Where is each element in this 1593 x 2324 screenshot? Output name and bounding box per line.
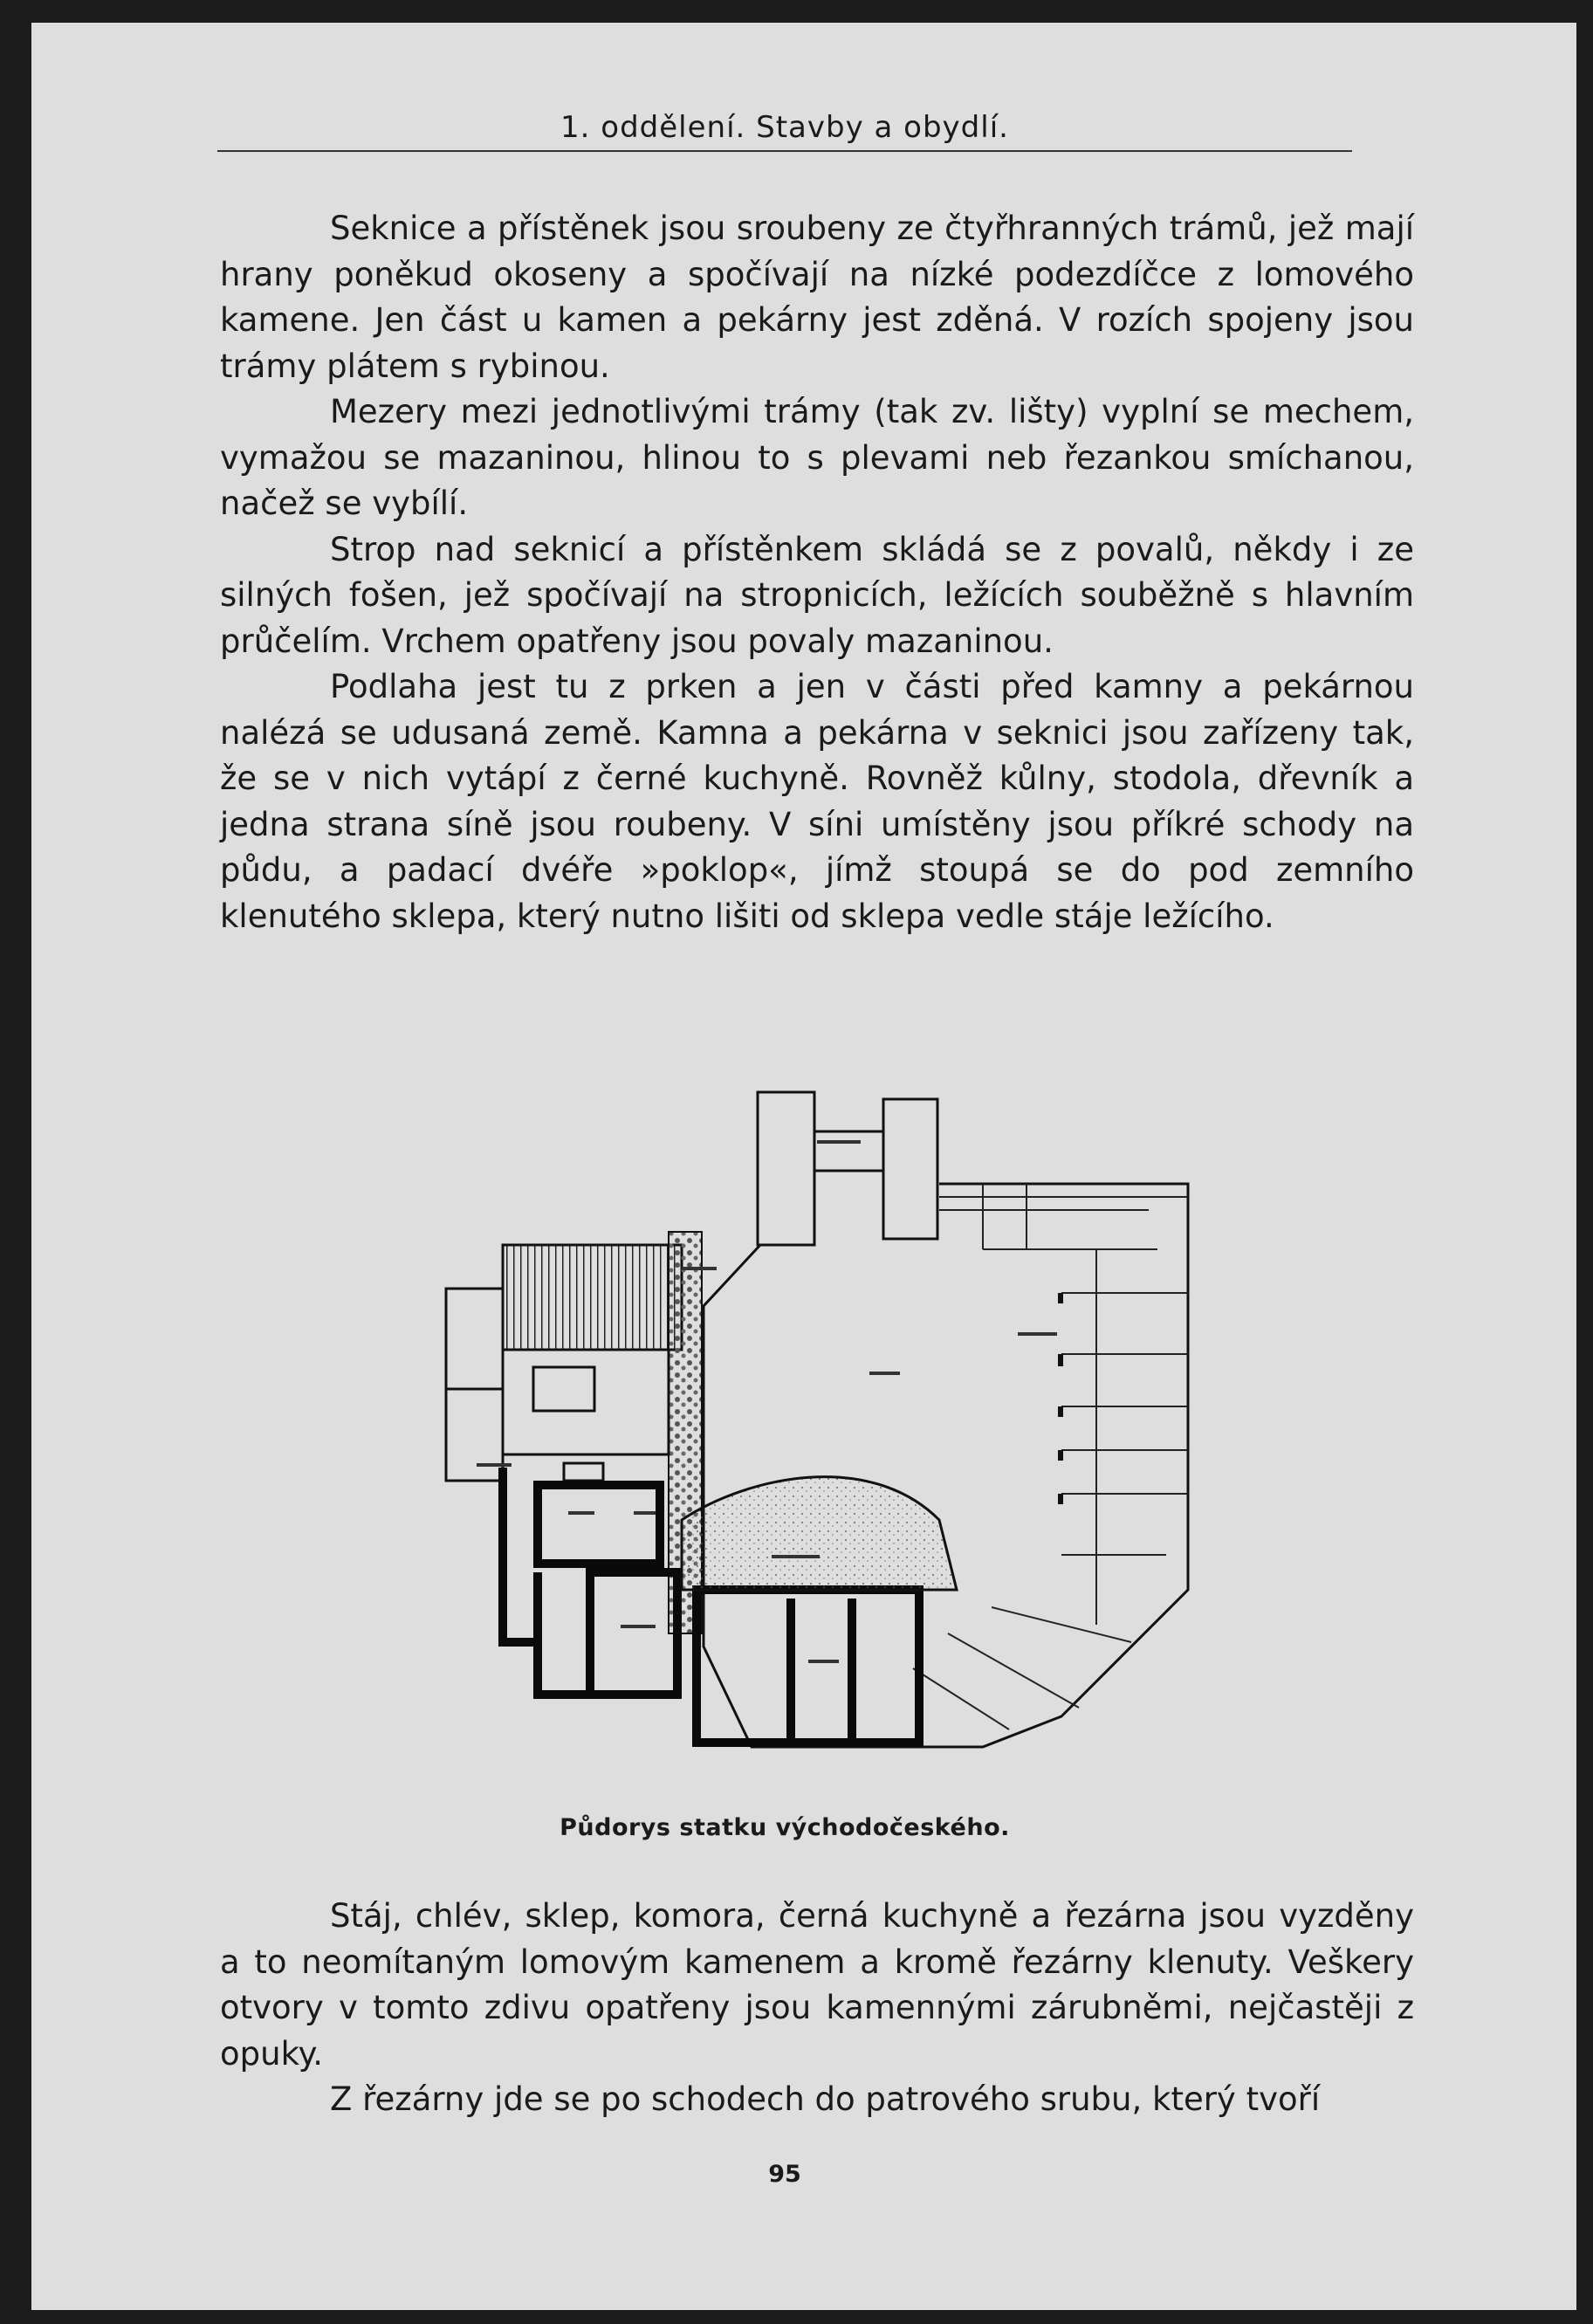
paragraph: Strop nad seknicí a přístěnkem skládá se z povalů, někdy i ze silných fošen, jež spočívají na stropnicích, ležících souběžně s hlavním průčelím. Vrchem opatřeny jsou povaly mazaninou. — [220, 530, 1414, 660]
paragraph: Stáj, chlév, sklep, komora, černá kuchyně a řezárna jsou vyzděny a to neomítaným lomovým kamenem a kromě řezárny klenuty. Veškery otvory v tomto zdivu opatřeny jsou kamennými zárubněmi, nejčastěji z opuky. — [220, 1897, 1414, 2073]
paragraph: Z řezárny jde se po schodech do patrového srubu, který tvoří — [330, 2080, 1321, 2118]
gate-structure — [758, 1092, 937, 1245]
courtyard-boundary — [704, 1184, 1188, 1747]
right-wing-sheds — [913, 1184, 1188, 1729]
farmstead-floor-plan — [381, 1066, 1253, 1782]
text-block-bottom — [220, 1894, 1414, 2123]
text-block-top — [220, 206, 1414, 939]
paragraph: Mezery mezi jednotlivými trámy (tak zv. lišty) vyplní se mechem, vymažou se mazaninou, hlinou to s plevami neb řezankou smíchanou, načež se vybílí. — [220, 393, 1414, 522]
paragraph: Podlaha jest tu z prken a jen v části před kamny a pekárnou nalézá se udusaná země. Kamna a pekárna v seknici jsou zařízeny tak, že se v nich vytápí z černé kuchyně. Rovněž kůlny, stodola, dřevník a jedna strana síně jsou roubeny. V síni umístěny jsou příkré schody na půdu, a padací dvéře »poklop«, jímž stoupá se do pod zemního klenutého sklepa, který nutno lišiti od sklepa vedle stáje ležícího. — [220, 668, 1414, 935]
running-header: 1. oddělení. Stavby a obydlí. — [560, 110, 1009, 145]
figure-caption: Půdorys statku východočeského. — [560, 1814, 1010, 1841]
book-page — [31, 23, 1576, 2310]
paragraph: Seknice a přístěnek jsou sroubeny ze čtyřhranných trámů, jež mají hrany poněkud okoseny a spočívají na nízké podezdíčce z lomového kamene. Jen část u kamen a pekárny jest zděná. V rozích spojeny jsou trámy plátem s rybinou. — [220, 210, 1414, 385]
right-wing-posts — [1058, 1293, 1063, 1504]
vaulted-area — [682, 1477, 957, 1590]
page-number: 95 — [768, 2161, 801, 2188]
header-rule — [217, 150, 1352, 152]
hatched-room — [503, 1245, 682, 1350]
